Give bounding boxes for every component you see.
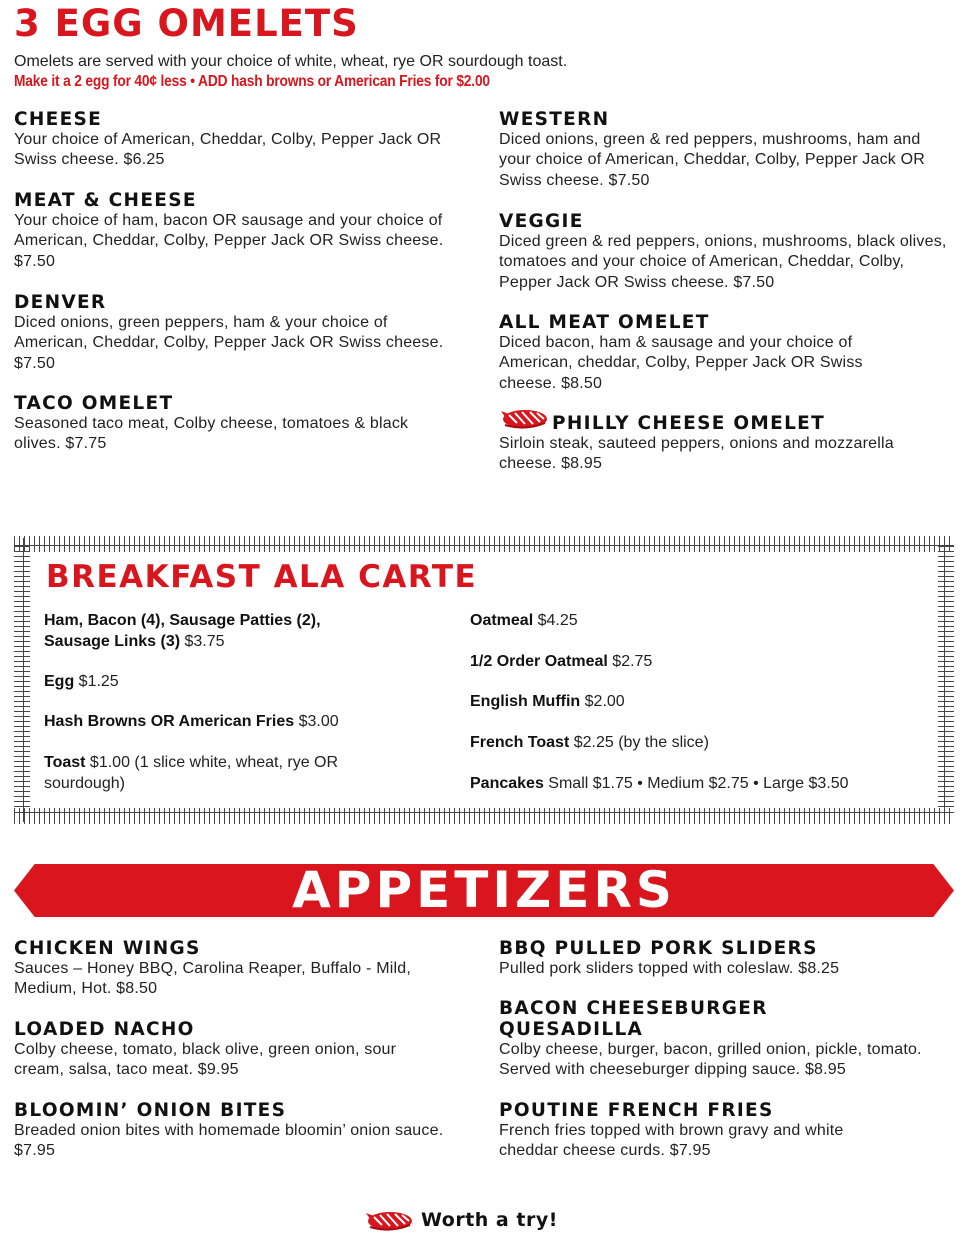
ala-carte-item-oatmeal xyxy=(470,611,940,632)
item-name: ALL MEAT OMELET xyxy=(499,312,710,333)
item-description: Diced green & red peppers, onions, mushrooms, black olives, tomatoes and your choice of American, Cheddar, Colby, Pepper Jack OR Swiss cheese. $7.50 xyxy=(499,233,947,291)
item-description: Seasoned taco meat, Colby cheese, tomatoes & black olives. $7.75 xyxy=(14,415,409,453)
omelet-item-meat-cheese xyxy=(14,190,474,272)
item-name: MEAT & CHEESE xyxy=(14,190,197,211)
item-description: Your choice of ham, bacon OR sausage and your choice of American, Cheddar, Colby, Pepper Jack OR Swiss cheese. $7.50 xyxy=(14,212,444,270)
item-name: Toast xyxy=(44,754,86,771)
ala-carte-item-meats xyxy=(44,611,374,652)
item-price: $2.00 xyxy=(580,693,625,710)
ala-carte-item-egg xyxy=(44,672,404,693)
item-description: Diced bacon, ham & sausage and your choice of American, cheddar, Colby, Pepper Jack OR Swiss cheese. $8.50 xyxy=(499,334,863,392)
omelet-item-taco xyxy=(14,393,454,455)
item-price: $1.00 (1 slice white, wheat, rye OR sourdough) xyxy=(44,754,339,792)
item-name: Hash Browns OR American Fries xyxy=(44,713,295,730)
item-name: CHEESE xyxy=(14,109,103,130)
item-price: $2.75 xyxy=(607,653,653,670)
box-border-right xyxy=(944,538,945,822)
item-name: CHICKEN WINGS xyxy=(14,938,201,959)
box-ruler-right xyxy=(938,546,954,810)
item-price: $4.25 xyxy=(533,612,578,629)
item-name: 1/2 Order Oatmeal xyxy=(470,653,608,670)
item-name: POUTINE FRENCH FRIES xyxy=(499,1100,774,1121)
item-name: VEGGIE xyxy=(499,211,584,232)
item-name: BLOOMIN’ ONION BITES xyxy=(14,1100,287,1121)
box-border-top xyxy=(14,545,954,546)
steak-icon xyxy=(364,1207,414,1233)
ala-carte-item-hash-browns xyxy=(44,712,404,733)
item-name: PHILLY CHEESE OMELET xyxy=(552,413,826,434)
item-description: Colby cheese, tomato, black olive, green onion, sour cream, salsa, taco meat. $9.95 xyxy=(14,1041,397,1079)
box-ruler-left xyxy=(14,546,30,810)
appetizer-item-bbq-sliders xyxy=(499,938,954,979)
item-price: $1.25 xyxy=(74,673,119,690)
ala-carte-title: BREAKFAST ALA CARTE xyxy=(46,559,478,595)
box-border-bottom xyxy=(14,812,954,813)
box-border-left xyxy=(23,538,24,822)
item-price: $2.25 (by the slice) xyxy=(569,734,709,751)
ala-carte-item-half-oatmeal xyxy=(470,652,940,673)
item-name: Pancakes xyxy=(470,775,544,792)
item-name: English Muffin xyxy=(470,693,581,710)
item-name: Ham, Bacon (4), Sausage Patties (2), Sausage Links (3) xyxy=(44,612,321,650)
item-name: TACO OMELET xyxy=(14,393,174,414)
appetizer-item-bloomin-onion xyxy=(14,1100,444,1162)
item-name: WESTERN xyxy=(499,109,610,130)
appetizer-item-quesadilla xyxy=(499,998,949,1081)
box-ruler-bottom xyxy=(14,808,954,824)
omelet-item-cheese xyxy=(14,109,474,171)
ala-carte-item-toast xyxy=(44,753,394,794)
appetizer-item-loaded-nacho xyxy=(14,1019,444,1081)
item-description: Colby cheese, burger, bacon, grilled onion, pickle, tomato. Served with cheeseburger dipping sauce. $8.95 xyxy=(499,1041,922,1079)
item-description: Sirloin steak, sauteed peppers, onions and mozzarella cheese. $8.95 xyxy=(499,435,894,473)
item-description: Your choice of American, Cheddar, Colby, Pepper Jack OR Swiss cheese. $6.25 xyxy=(14,131,442,169)
omelets-intro: Omelets are served with your choice of white, wheat, rye OR sourdough toast. xyxy=(14,53,568,70)
item-name: BBQ PULLED PORK SLIDERS xyxy=(499,938,818,959)
item-description: Breaded onion bites with homemade bloomin’ onion sauce. $7.95 xyxy=(14,1122,444,1160)
item-name: LOADED NACHO xyxy=(14,1019,195,1040)
appetizer-item-chicken-wings xyxy=(14,938,454,1000)
item-price: Small $1.75 • Medium $2.75 • Large $3.50 xyxy=(543,775,849,792)
ala-carte-item-pancakes xyxy=(470,774,940,795)
item-description: Pulled pork sliders topped with coleslaw. $8.25 xyxy=(499,960,840,977)
footer-tagline: Worth a try! xyxy=(421,1209,558,1231)
appetizer-item-poutine xyxy=(499,1100,899,1162)
item-description: Sauces – Honey BBQ, Carolina Reaper, Buffalo - Mild, Medium, Hot. $8.50 xyxy=(14,960,411,998)
ala-carte-item-english-muffin xyxy=(470,692,940,713)
appetizers-title: APPETIZERS xyxy=(292,861,676,919)
item-description: Diced onions, green & red peppers, mushrooms, ham and your choice of American, Cheddar, Colby, Pepper Jack OR Swiss cheese. $7.50 xyxy=(499,131,926,189)
item-price: $3.00 xyxy=(294,713,339,730)
item-name: French Toast xyxy=(470,734,570,751)
omelets-title: 3 EGG OMELETS xyxy=(14,2,359,45)
omelets-upsell: Make it a 2 egg for 40¢ less • ADD hash browns or American Fries for $2.00 xyxy=(14,73,490,90)
item-name: BACON CHEESEBURGER QUESADILLA xyxy=(499,998,768,1040)
item-price: $3.75 xyxy=(180,632,225,650)
omelet-item-all-meat xyxy=(499,312,899,394)
ala-carte-item-french-toast xyxy=(470,733,940,754)
omelet-item-veggie xyxy=(499,211,954,293)
item-name: Egg xyxy=(44,673,75,690)
omelet-item-denver xyxy=(14,292,444,374)
box-ruler-top xyxy=(14,536,954,552)
item-name: Oatmeal xyxy=(470,612,534,629)
omelet-item-western xyxy=(499,109,939,191)
omelet-item-philly xyxy=(499,413,939,475)
item-description: Diced onions, green peppers, ham & your choice of American, Cheddar, Colby, Pepper Jack OR Swiss cheese. $7.50 xyxy=(14,314,444,372)
item-name: DENVER xyxy=(14,292,107,313)
item-description: French fries topped with brown gravy and white cheddar cheese curds. $7.95 xyxy=(499,1122,844,1160)
